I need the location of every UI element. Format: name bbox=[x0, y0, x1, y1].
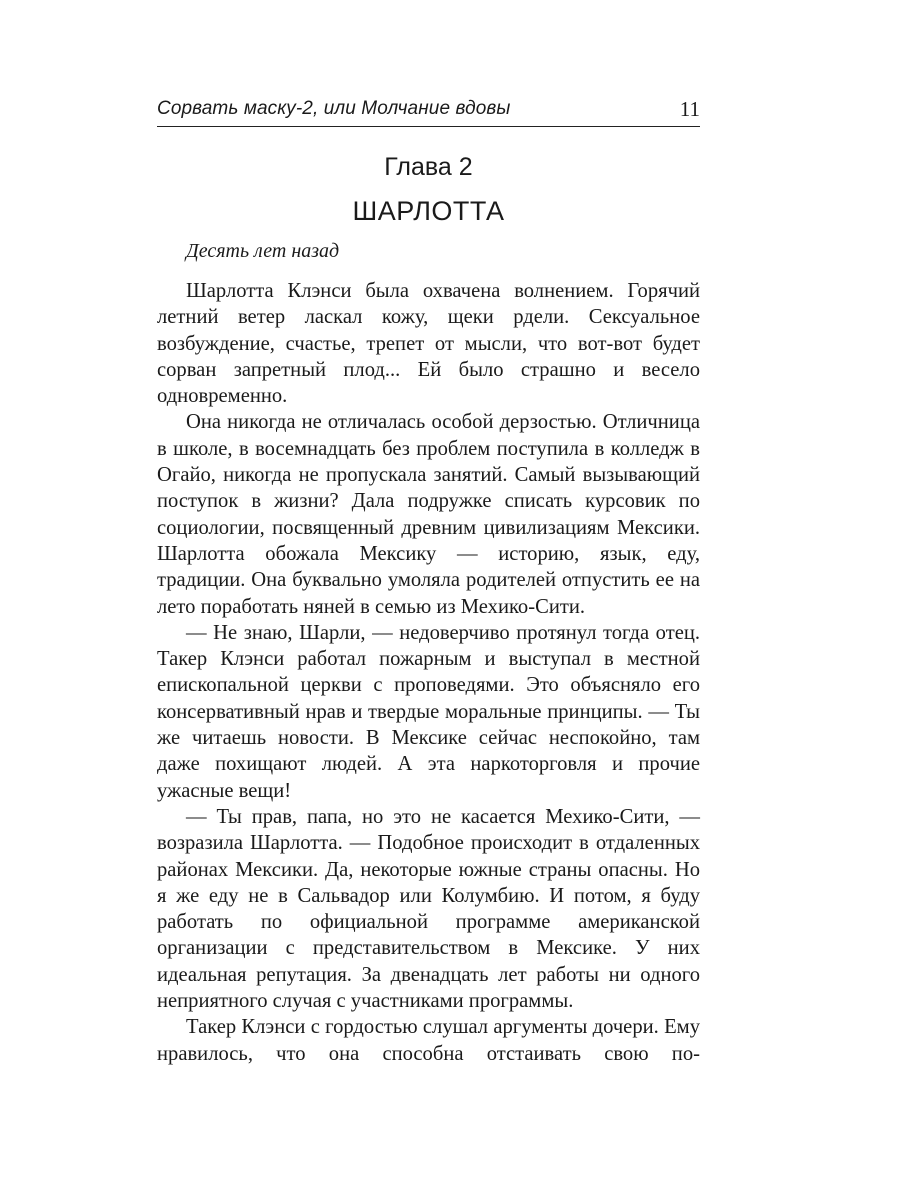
paragraph: Такер Клэнси с гордостью слушал аргументы дочери. Ему нравилось, что она способна отстаивать свою по- bbox=[157, 1016, 700, 1065]
chapter-label: Глава 2 bbox=[384, 153, 473, 181]
paragraph: Она никогда не отличалась особой дерзостью. Отличница в школе, в восемнадцать без проблем поступила в колледж в Огайо, никогда не пропускала занятий. Самый вызывающий поступок в жизни? Дала подружке списать курсовик по социологии, посвященный древним цивилизациям Мексики. Шарлотта обожала Мексику — историю, язык, еду, традиции. Она буквально умоляла родителей отпустить ее на лето поработать няней в семью из Мехико-Сити. bbox=[157, 411, 700, 618]
chapter-title: ШАРЛОТТА bbox=[352, 196, 505, 226]
running-header bbox=[157, 96, 700, 127]
paragraph: — Не знаю, Шарли, — недоверчиво протянул тогда отец. Такер Клэнси работал пожарным и выступал в местной епископальной церкви с проповедями. Это объясняло его консервативный нрав и твердые моральные принципы. — Ты же читаешь новости. В Мексике сейчас неспокойно, там даже похищают людей. А эта наркоторговля и прочие ужасные вещи! bbox=[157, 621, 700, 802]
page-number: 11 bbox=[679, 97, 700, 121]
running-title: Сорвать маску-2, или Молчание вдовы bbox=[157, 98, 511, 119]
epigraph: Десять лет назад bbox=[186, 240, 340, 262]
paragraph: — Ты прав, папа, но это не касается Мехико-Сити, — возразила Шарлотта. — Подобное происходит в отдаленных районах Мексики. Да, некоторые южные страны опасны. Но я же еду не в Сальвадор или Колумбию. И потом, я буду работать по официальной программе американской организации с представительством в Мексике. У них идеальная репутация. За двенадцать лет работы ни одного неприятного случая с участниками программы. bbox=[157, 805, 700, 1013]
body-text bbox=[157, 278, 700, 1067]
paragraph: Шарлотта Клэнси была охвачена волнением. Горячий летний ветер ласкал кожу, щеки рдели. Сексуальное возбуждение, счастье, трепет от мысли, что вот-вот будет сорван запретный плод... Ей было страшно и весело одновременно. bbox=[157, 280, 700, 408]
